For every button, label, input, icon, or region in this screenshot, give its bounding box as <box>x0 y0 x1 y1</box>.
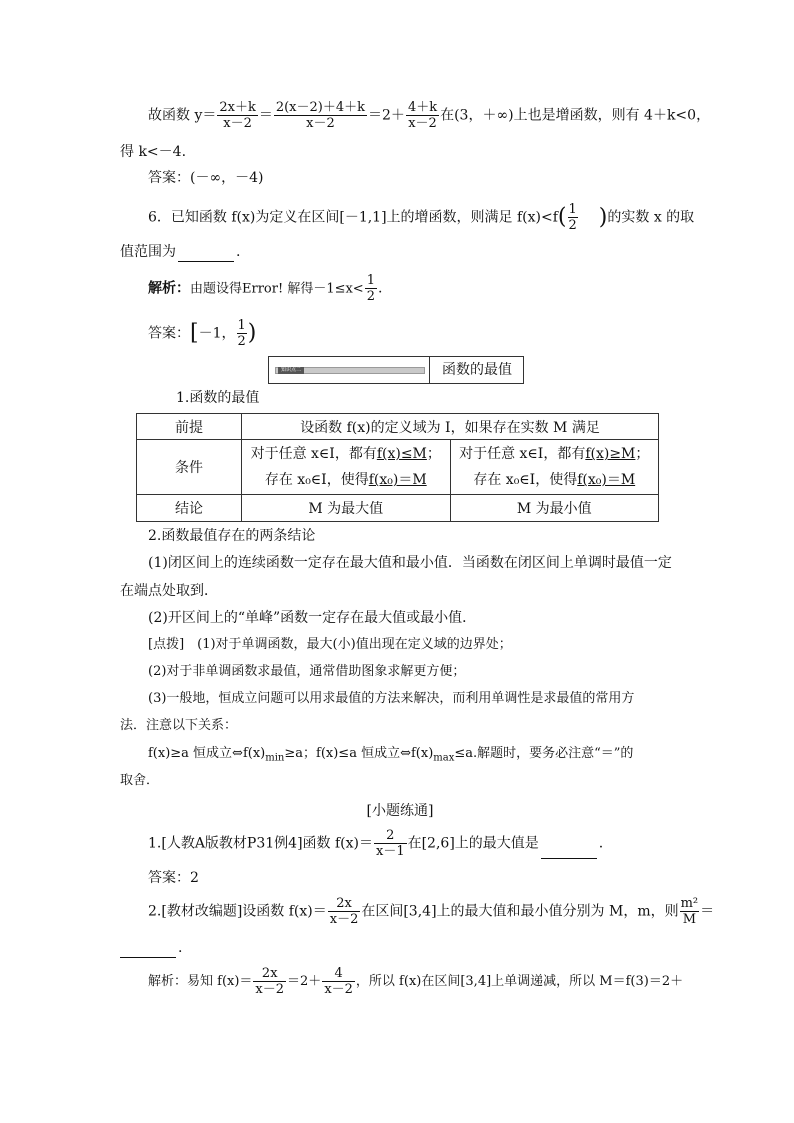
tip-4-cont: 取舍． <box>120 773 160 788</box>
conclusion-2: (2)开区间上的“单峰”函数一定存在最大值或最小值． <box>148 610 477 626</box>
tip-1: [点拨] (1)对于单调函数，最大(小)值出现在定义域的边界处； <box>148 637 512 652</box>
table-cell: 对于任意 x∈I，都有f(x)≥M； 存在 x₀∈I，使得f(x₀)＝M <box>450 440 659 495</box>
table-cell: 结论 <box>137 495 242 522</box>
answer-blank <box>178 247 234 262</box>
fraction: $\frac{\text{m²}}{M}$ <box>680 896 699 927</box>
table-row <box>137 414 659 440</box>
question-6-line-2: 值范围为 . <box>120 244 241 260</box>
practice-1: 1.[人教A版教材P31例4]函数 f(x)＝ $\frac{2}{x-1}$ 在[2,6]上的最大值是 . <box>148 828 604 859</box>
heading-1: 1.函数的最值 <box>176 390 260 406</box>
practice-2-solution: 解析：易知 f(x)＝ $\frac{2x}{x-2}$ ＝2＋ $\frac{4}{x-2}$ ，所以 f(x)在区间[3,4]上单调递减，所以 M＝f(3)＝2＋ <box>148 966 684 997</box>
fraction: $\frac{2}{x-1}$ <box>375 828 405 859</box>
heading-2: 2.函数最值存在的两条结论 <box>148 528 316 544</box>
table-row <box>137 440 659 495</box>
conclusion-1-cont: 在端点处取到． <box>120 583 218 599</box>
practice-2-line-2: . <box>120 938 680 958</box>
practice-heading: [小题练通] <box>366 803 434 819</box>
fraction: $\frac{2(x-2)+4+k}{x-2}$ <box>275 100 366 131</box>
question-6: 6．已知函数 f(x)为定义在区间[－1,1]上的增函数，则满足 f(x)<f( $\frac{1}{2}$ )的实数 x 的取 <box>148 202 695 233</box>
question-6-answer: 答案：[－1， $\frac{1}{2}$ ) <box>148 318 257 349</box>
practice-2: 2.[教材改编题]设函数 f(x)＝ $\frac{2x}{x-2}$ 在区间[3,4]上的最大值和最小值分别为 M，m，则 $\frac{\text{m²}}{M}$ ＝ <box>148 896 715 927</box>
fraction: $\frac{1}{2}$ <box>237 318 246 349</box>
practice-1-answer: 答案：2 <box>148 870 199 886</box>
answer-line: 答案：(－∞，－4) <box>148 170 264 186</box>
table-row <box>137 495 659 522</box>
question-6-solution: 解析：由题设得Error! 解得－1≤x< $\frac{1}{2}$ . <box>148 273 383 304</box>
section-title: 函数的最值 <box>442 362 512 378</box>
section-tag: 知识点二 <box>278 367 304 374</box>
conclusion-1: (1)闭区间上的连续函数一定存在最大值和最小值．当函数在闭区间上单调时最值一定 <box>148 555 672 571</box>
fraction: $\frac{2x+k}{x-2}$ <box>219 100 256 131</box>
table-cell: 条件 <box>137 440 242 495</box>
fraction: $\frac{4+k}{x-2}$ <box>407 100 438 131</box>
solution-line-2: 得 k<－4. <box>120 144 187 160</box>
answer-blank <box>120 943 176 958</box>
section-header-left <box>269 357 430 383</box>
text: 故函数 y＝ <box>148 107 217 124</box>
fraction: $\frac{1}{2}$ <box>568 202 577 233</box>
table-cell: 对于任意 x∈I，都有f(x)≤M； 存在 x₀∈I，使得f(x₀)＝M <box>242 440 451 495</box>
fraction: $\frac{4}{x-2}$ <box>324 966 353 997</box>
table-cell: 设函数 f(x)的定义域为 I，如果存在实数 M 满足 <box>242 414 659 440</box>
fraction: $\frac{1}{2}$ <box>366 273 375 304</box>
table-cell: M 为最大值 <box>242 495 451 522</box>
extremum-table <box>136 413 659 522</box>
tip-3: (3)一般地，恒成立问题可以用求最值的方法来解决，而利用单调性是求最值的常用方 <box>148 691 635 706</box>
fraction: $\frac{2x}{x-2}$ <box>329 896 359 927</box>
solution-line-1: 故函数 y＝ $\frac{2x+k}{x-2}$ ＝ $\frac{2(x-2)+4+k}{x-2}$ ＝2＋ $\frac{4+k}{x-2}$ 在(3，＋∞)上也是增函数，则有 4＋k<0， <box>148 100 711 131</box>
answer-blank <box>541 844 597 859</box>
tip-4: f(x)≥a 恒成立$\Leftrightarrow f(x)_{min}\ge a$；f(x)≤a 恒成立$\Leftrightarrow f(x)_{max}\le a$.解题时，要务必注意“＝”的 <box>148 746 634 764</box>
tip-3-cont: 法．注意以下关系： <box>120 718 238 733</box>
fraction: $\frac{2x}{x-2}$ <box>255 966 285 997</box>
table-cell: M 为最小值 <box>450 495 659 522</box>
tip-2: (2)对于非单调函数求最值，通常借助图象求解更方便； <box>148 664 466 679</box>
section-header <box>268 356 524 384</box>
section-stripe <box>275 367 425 374</box>
table-cell: 前提 <box>137 414 242 440</box>
